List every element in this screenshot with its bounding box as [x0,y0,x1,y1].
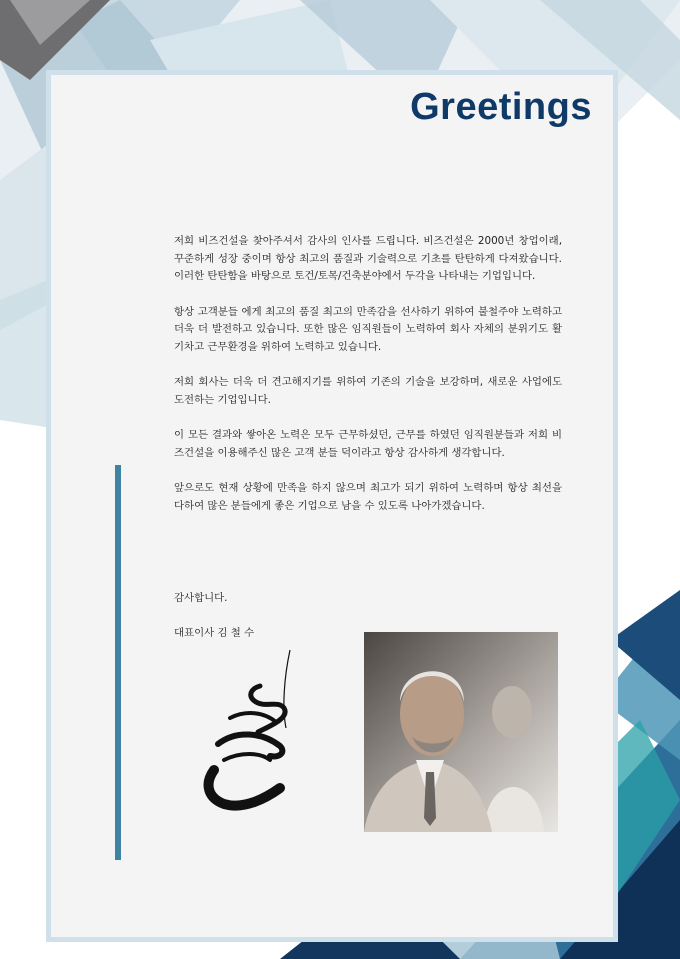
paragraph-5: 앞으로도 현재 상황에 만족을 하지 않으며 최고가 되기 위하여 노력하며 항상 최선을 다하여 많은 분들에게 좋은 기업으로 남을 수 있도록 나아가겠습니다. [174,482,562,512]
accent-bar [115,465,121,860]
thanks-text: 감사합니다. [174,592,228,604]
paragraph-4: 이 모든 결과와 쌓아온 노력은 모두 근무하셨던, 근무를 하였던 임직원분들과 저희 비즈건설을 이용해주신 많은 고객 분들 덕이라고 항상 감사하게 생각합니다. [174,429,562,459]
ceo-portrait-photo [364,632,558,832]
signoff-name: 대표이사 김 철 수 [174,627,255,639]
letter-body [174,233,562,533]
paragraph-1: 저희 비즈건설을 찾아주셔서 감사의 인사를 드립니다. 비즈건설은 2000년 창업이래, 꾸준하게 성장 중이며 항상 최고의 품질과 기술력으로 기초를 탄탄하게 다져왔습니다. 이러한 탄탄함을 바탕으로 토건/토목/건축분야에서 두각을 나타내는 기업입니다. [174,235,562,282]
page-title: Greetings [410,86,592,128]
handwritten-signature [200,648,300,820]
paragraph-3: 저희 회사는 더욱 더 견고해지기를 위하여 기존의 기술을 보강하며, 새로운 사업에도 도전하는 기업입니다. [174,376,562,406]
paragraph-2: 항상 고객분들 에게 최고의 품질 최고의 만족감을 선사하기 위하여 불철주야 노력하고 더욱 더 발전하고 있습니다. 또한 많은 임직원들이 노력하여 회사 자체의 분위기도 활기차고 근무환경을 위하여 노력하고 있습니다. [174,305,562,353]
